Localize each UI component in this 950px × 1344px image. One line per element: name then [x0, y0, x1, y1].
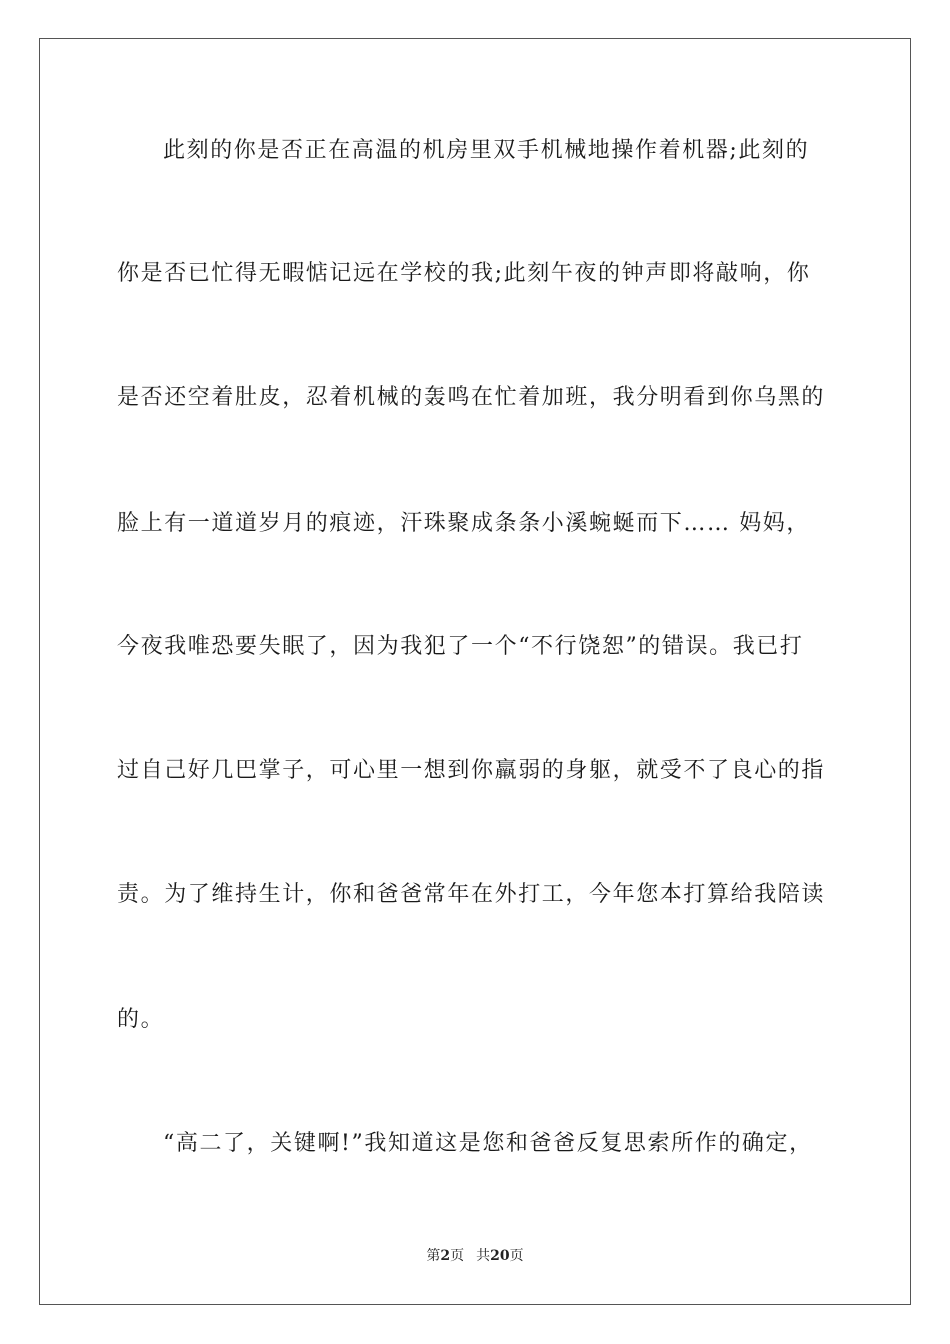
text-line-2: 你是否已忙得无暇惦记远在学校的我;此刻午夜的钟声即将敲响，你: [117, 261, 811, 286]
footer-page-total: 20: [490, 1248, 510, 1264]
page-footer: [0, 1247, 950, 1265]
text-line-6: 过自己好几巴掌子，可心里一想到你羸弱的身躯，就受不了良心的指: [117, 758, 826, 783]
footer-page-current: 2: [440, 1248, 451, 1264]
text-line-5: 今夜我唯恐要失眠了，因为我犯了一个“不行饶恕”的错误。我已打: [117, 634, 804, 659]
footer-page-prefix: 第: [426, 1248, 441, 1264]
footer-total-prefix: 共: [476, 1248, 491, 1264]
text-line-1: 此刻的你是否正在高温的机房里双手机械地操作着机器;此刻的: [163, 138, 810, 163]
text-line-3: 是否还空着肚皮，忍着机械的轰鸣在忙着加班，我分明看到你乌黑的: [117, 385, 826, 410]
footer-page-suffix: 页: [450, 1248, 465, 1264]
text-line-4: 脸上有一道道岁月的痕迹，汗珠聚成条条小溪蜿蜒而下…… 妈妈，: [117, 511, 810, 536]
page-frame: [39, 38, 911, 1305]
text-line-8: 的。: [117, 1007, 165, 1032]
text-line-7: 责。为了维持生计，你和爸爸常年在外打工，今年您本打算给我陪读: [117, 882, 826, 907]
text-line-9: “高二了，关键啊!”我知道这是您和爸爸反复思索所作的确定，: [163, 1131, 813, 1156]
footer-total-suffix: 页: [509, 1248, 524, 1264]
